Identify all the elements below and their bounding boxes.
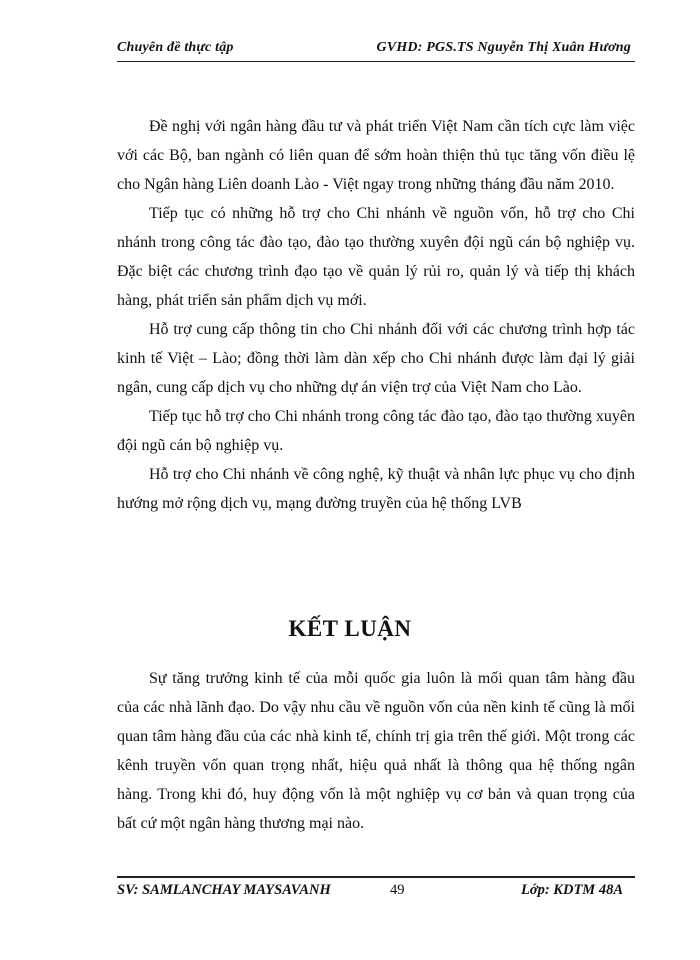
footer-student: SV: SAMLANCHAY MAYSAVANH [117, 882, 331, 898]
recommendations-section [117, 112, 635, 518]
page-header [117, 40, 635, 62]
footer-class: Lớp: KDTM 48A [520, 882, 623, 898]
header-supervisor: GVHD: PGS.TS Nguyễn Thị Xuân Hương [376, 40, 631, 55]
paragraph-1: Đề nghị với ngân hàng đầu tư và phát triển Việt Nam cần tích cực làm việc với các Bộ, ban ngành có liên quan để sớm hoàn thiện thủ tục tăng vốn điều lệ cho Ngân hàng Liên doanh Lào - Việt ngay trong những tháng đầu năm 2010. [117, 118, 635, 193]
page-number: 49 [390, 882, 405, 898]
conclusion-title: KẾT LUẬN [288, 616, 412, 641]
conclusion-section [117, 664, 635, 838]
paragraph-2: Tiếp tục có những hỗ trợ cho Chi nhánh về nguồn vốn, hỗ trợ cho Chi nhánh trong công tác đào tạo, đào tạo thường xuyên đội ngũ cán bộ nghiệp vụ. Đặc biệt các chương trình đạo tạo về quản lý rủi ro, quản lý và tiếp thị khách hàng, phát triển sản phẩm dịch vụ mới. [117, 205, 635, 309]
footer-divider [117, 876, 635, 878]
paragraph-4: Tiếp tục hỗ trợ cho Chi nhánh trong công tác đào tạo, đào tạo thường xuyên đội ngũ cán bộ nghiệp vụ. [117, 408, 635, 454]
header-divider [117, 61, 635, 62]
paragraph-3: Hỗ trợ cung cấp thông tin cho Chi nhánh đối với các chương trình hợp tác kinh tế Việt – Lào; đồng thời làm dàn xếp cho Chi nhánh được làm đại lý giải ngân, cung cấp dịch vụ cho những dự án viện trợ của Việt Nam cho Lào. [117, 321, 635, 396]
header-doc-type: Chuyên đề thực tập [117, 40, 234, 55]
page-footer [117, 882, 635, 904]
conclusion-paragraph: Sự tăng trưởng kinh tế của mỗi quốc gia luôn là mối quan tâm hàng đầu của các nhà lãnh đạo. Do vậy nhu cầu về nguồn vốn của nền kinh tế cũng là mối quan tâm hàng đầu của các nhà kinh tế, chính trị gia trên thế giới. Một trong các kênh truyền vốn quan trọng nhất, hiệu quả nhất là thông qua hệ thống ngân hàng. Trong khi đó, huy động vốn là một nghiệp vụ cơ bản và quan trọng của bất cứ một ngân hàng thương mại nào. [117, 670, 635, 832]
paragraph-5: Hỗ trợ cho Chi nhánh về công nghệ, kỹ thuật và nhân lực phục vụ cho định hướng mở rộng dịch vụ, mạng đường truyền của hệ thống LVB [117, 466, 635, 512]
